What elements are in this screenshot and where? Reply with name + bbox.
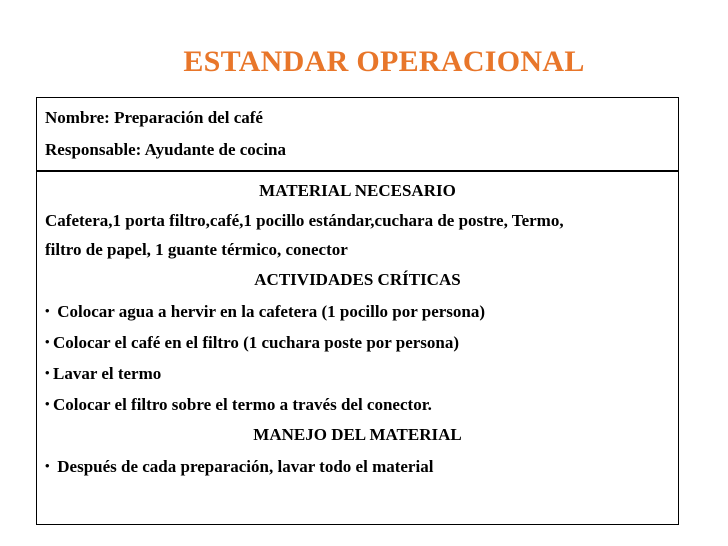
material-line-2: filtro de papel, 1 guante térmico, conector: [45, 240, 348, 259]
bullet-icon: •: [45, 458, 50, 473]
bullet-icon: •: [45, 365, 50, 380]
actividad-text: Colocar el filtro sobre el termo a través del conector.: [53, 395, 432, 414]
manejo-heading: MANEJO DEL MATERIAL: [253, 425, 462, 444]
manejo-item: [37, 450, 678, 481]
actividades-heading: ACTIVIDADES CRÍTICAS: [254, 270, 461, 289]
manejo-text: Después de cada preparación, lavar todo el material: [53, 457, 434, 476]
bullet-icon: •: [45, 396, 50, 411]
bullet-icon: •: [45, 334, 50, 349]
actividad-text: Lavar el termo: [53, 364, 162, 383]
actividad-item: [37, 388, 678, 419]
header-box: [36, 97, 679, 171]
actividad-item: [37, 357, 678, 388]
actividad-item: [37, 295, 678, 326]
bullet-icon: •: [45, 303, 50, 318]
nombre-line: Nombre: Preparación del café: [45, 108, 263, 127]
actividad-item: [37, 326, 678, 357]
content-box: [36, 171, 679, 525]
page-title: ESTANDAR OPERACIONAL: [183, 45, 585, 78]
material-line-1: Cafetera,1 porta filtro,café,1 pocillo estándar,cuchara de postre, Termo,: [45, 211, 564, 230]
material-heading: MATERIAL NECESARIO: [259, 181, 456, 200]
actividad-text: Colocar agua a hervir en la cafetera (1 pocillo por persona): [53, 302, 486, 321]
actividad-text: Colocar el café en el filtro (1 cuchara poste por persona): [53, 333, 460, 352]
responsable-line: Responsable: Ayudante de cocina: [45, 140, 287, 159]
